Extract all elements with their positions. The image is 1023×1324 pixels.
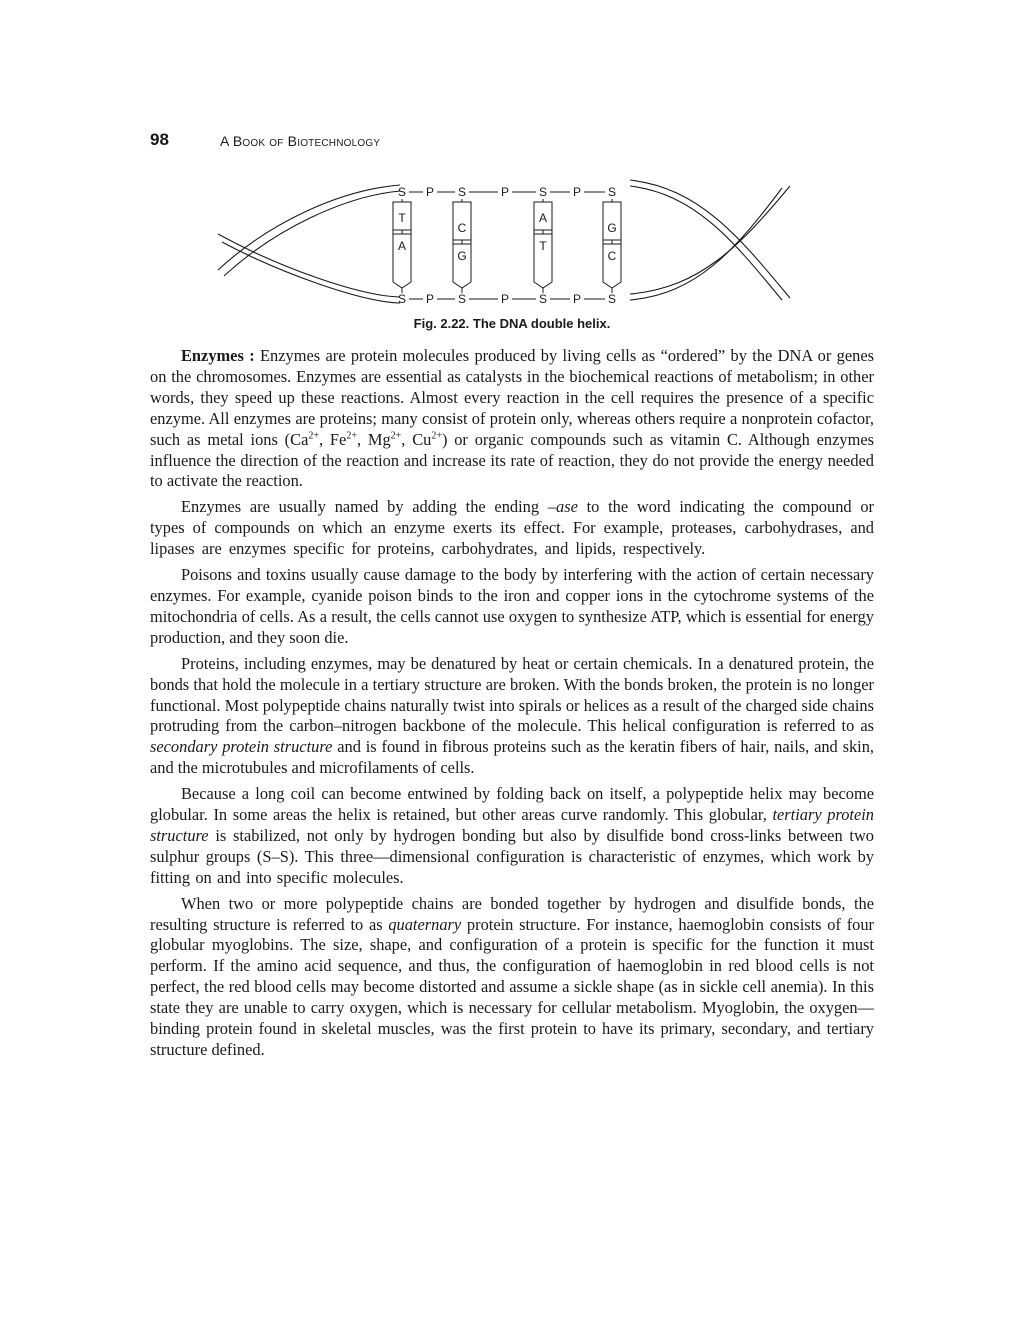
right-strand-b (630, 186, 790, 294)
paragraph-quaternary (150, 894, 874, 1061)
body-text (150, 346, 874, 1066)
top-strand-letter-p: P (500, 185, 510, 199)
bottom-strand (398, 292, 616, 306)
text-run: , Cu (401, 429, 432, 449)
base-bottom-t: T (539, 239, 547, 253)
text-run: and is found in fibrous proteins such as the keratin fibers of hair, nails, and skin, and the microtubules and microfilaments of cells. (150, 737, 875, 778)
text-run: , Mg (356, 429, 391, 449)
top-strand-letter-s: S (538, 185, 548, 199)
text-run: to the word indicating the compound or types of compounds on which an enzyme exerts its effect. For example, proteases, carbohydrases, and lipases are enzymes specific for proteins, carbohydrates, and lipids, respectively. (150, 497, 874, 559)
paragraph-denaturation (150, 654, 874, 779)
text-run: Enzymes are protein molecules produced by living cells as “ordered” by the DNA or genes on the chromosomes. Enzymes are essential as catalysts in the biochemical reactions of metabolism; in other words, they speed up these reactions. Almost every reaction in the cell requires the presence of a specific enzyme. All enzymes are proteins; many consist of protein only, whereas others require a nonprotein cofactor, such as metal ions (Ca (150, 346, 874, 449)
top-strand-letter-p: P (425, 185, 435, 199)
base-bottom-a: A (397, 239, 407, 253)
base-pair-bar (453, 202, 471, 288)
dna-diagram (210, 172, 810, 312)
bottom-strand-letter-s: S (607, 292, 617, 306)
base-top-c: C (457, 221, 467, 235)
emphasis: tertiary protein structure (150, 805, 874, 845)
left-strand-upper (218, 234, 400, 297)
figure-caption: Fig. 2.22. The DNA double helix. (413, 316, 611, 331)
base-top-t: T (398, 211, 406, 225)
bottom-strand-letter-s: S (457, 292, 467, 306)
bottom-strand-letter-s: S (397, 292, 407, 306)
right-strand-b-inner (630, 188, 782, 300)
text-run: Enzymes are usually named by adding the ending (181, 497, 548, 517)
paragraph-poisons (150, 565, 874, 649)
base-top-g: G (607, 221, 617, 235)
text-run: Because a long coil can become entwined by folding back on itself, a polypeptide helix may become globular. In some areas the helix is retained, but other areas curve randomly. This globular, (150, 784, 874, 825)
top-strand-letter-s: S (607, 185, 617, 199)
base-bottom-g: G (457, 249, 467, 263)
paragraph-tertiary (150, 784, 874, 889)
bottom-strand-letter-p: P (425, 292, 435, 306)
superscript: 2+ (308, 430, 319, 442)
text-run: Poisons and toxins usually cause damage to the body by interfering with the action of certain necessary enzymes. For example, cyanide poison binds to the iron and copper ions in the cytochrome systems of the mitochondria of cells. As a result, the cells cannot use oxygen to synthesize ATP, which is essential for energy production, and they soon die. (150, 565, 874, 647)
base-top-a: A (538, 211, 548, 225)
base-pair-bar (603, 202, 621, 288)
base-pair (393, 199, 411, 293)
book-title: A Book of Biotechnology (220, 133, 381, 149)
bottom-strand-letter-p: P (500, 292, 510, 306)
base-pair (453, 199, 471, 293)
text-run: is stabilized, not only by hydrogen bonding but also by disulfide bond cross-links between two sulphur groups (S–S). This three—dimensional configuration is characteristic of enzymes, which work by fitting on and into specific molecules. (150, 825, 874, 887)
top-strand-letter-s: S (397, 185, 407, 199)
top-strand-letter-s: S (457, 185, 467, 199)
paragraph-enzymes (150, 346, 874, 492)
emphasis: secondary protein structure (150, 737, 333, 757)
emphasis: quaternary (388, 914, 462, 934)
text-run: , Fe (319, 429, 347, 449)
running-head (150, 130, 880, 158)
base-pair (603, 199, 621, 293)
page-number: 98 (150, 130, 169, 149)
base-bottom-c: C (607, 249, 617, 263)
emphasis: –ase (547, 497, 578, 517)
paragraph-lead: Enzymes : (181, 346, 255, 365)
dna-double-helix-figure (210, 172, 810, 312)
top-strand-letter-p: P (572, 185, 582, 199)
top-strand (398, 185, 616, 199)
text-run: When two or more polypeptide chains are bonded together by hydrogen and disulfide bonds, the resulting structure is referred to as (150, 893, 874, 934)
superscript: 2+ (390, 430, 402, 442)
base-pairs (393, 199, 621, 293)
superscript: 2+ (346, 430, 357, 442)
bottom-strand-letter-p: P (572, 292, 582, 306)
text-run: ) or organic compounds such as vitamin C. Although enzymes influence the direction of the reaction and increase its rate of reaction, they do not provide the energy needed to activate the reaction. (150, 429, 875, 491)
superscript: 2+ (431, 430, 442, 442)
text-run: Proteins, including enzymes, may be denatured by heat or certain chemicals. In a denatured protein, the bonds that hold the molecule in a tertiary structure are broken. With the bonds broken, the protein is no longer functional. Most polypeptide chains naturally twist into spirals or helices as a result of the charged side chains protruding from the carbon–nitrogen backbone of the molecule. This helical configuration is referred to as (150, 653, 874, 736)
text-run: protein structure. For instance, haemoglobin consists of four globular myoglobins. The size, shape, and configuration of a protein is specific for the function it must perform. If the amino acid sequence, and thus, the configuration of haemoglobin in red blood cells is not perfect, the red blood cells may become distorted and assume a sickle shape (as in sickle cell anemia). In this state they are unable to carry oxygen, which is necessary for cellular metabolism. Myoglobin, the oxygen—binding protein found in skeletal muscles, was the first protein to have its primary, secondary, and tertiary structure defined. (150, 914, 874, 1059)
left-strand-lower-inner (224, 191, 400, 276)
bottom-strand-letter-s: S (538, 292, 548, 306)
right-strand-a-inner (630, 186, 782, 300)
paragraph-naming (150, 497, 874, 560)
base-pair (534, 199, 552, 293)
